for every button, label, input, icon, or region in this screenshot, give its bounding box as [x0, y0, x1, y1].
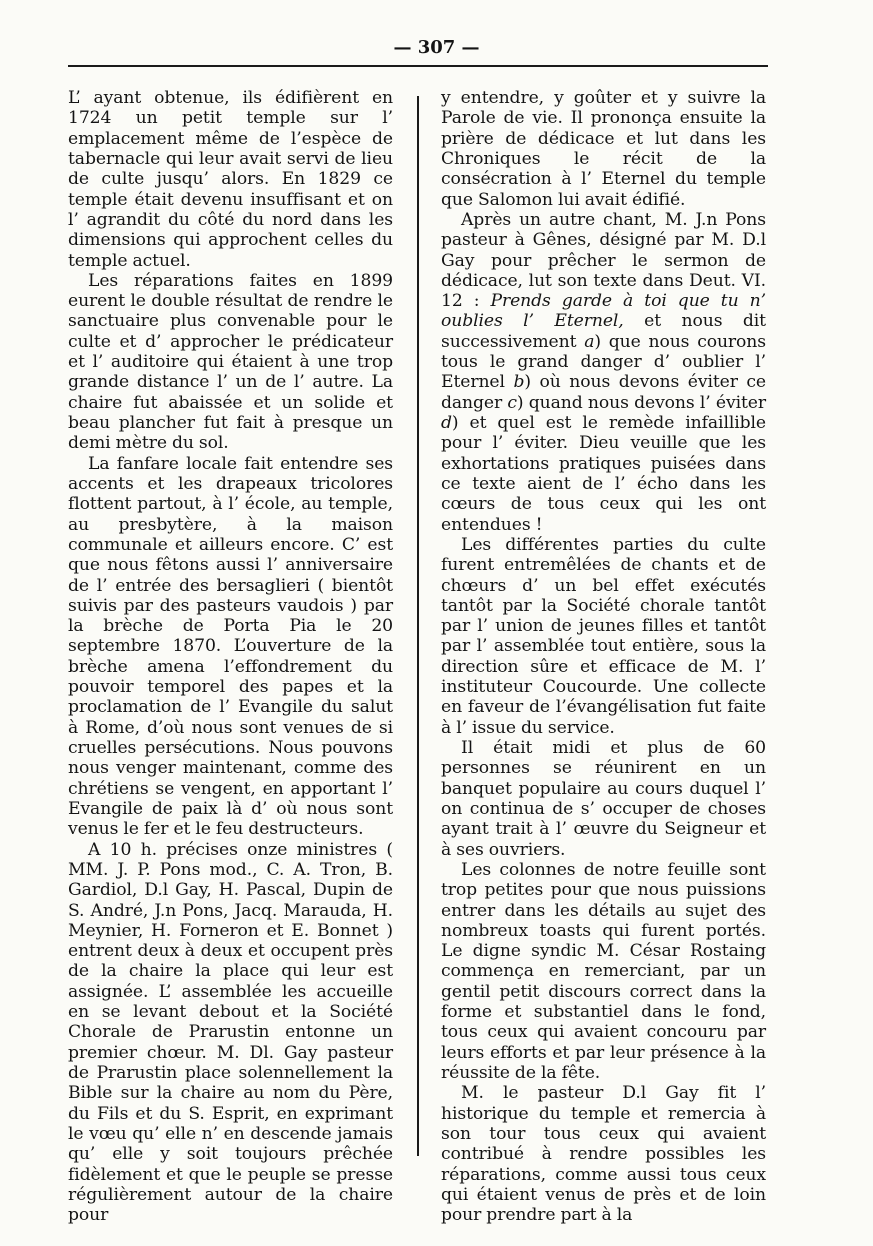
- scripture-quote: Prends garde à toi que tu n’ oublies l’ Eternel,: [441, 291, 766, 332]
- page-number: — 307 —: [393, 37, 480, 58]
- header-rule: [68, 65, 768, 67]
- list-letter: c: [507, 392, 517, 413]
- paragraph: Les réparations faites en 1899 eurent le double résultat de rendre le sanctuaire plus convenable pour le culte et d’ approcher le prédicateur et l’ auditoire qui étaient à une trop grande distance l’ un de l’ autre. La chaire fut abaissée et un solide et beau plancher fut fait à presque un demi mètre du sol.: [68, 270, 393, 454]
- paragraph: L’ ayant obtenue, ils édifièrent en 1724 un petit temple sur l’ emplacement même de l’espèce de tabernacle qui leur avait servi de lieu de culte jusqu’ alors. En 1829 ce temple était devenu insuffisant et on l’ agrandit du côté du nord dans les dimensions qui approchent celles du temple actuel.: [68, 88, 393, 271]
- text-run: Après un autre chant, M. J.n Pons pasteur à Gênes, désigné par M. D.l Gay pour prêcher le sermon de dédicace, lut son texte dans Deut. VI. 12 :: [441, 209, 766, 312]
- paragraph: A 10 h. précises onze ministres ( MM. J. P. Pons mod., C. A. Tron, B. Gardiol, D.l Gay, H. Pascal, Dupin de S. André, J.n Pons, Jacq. Marauda, H. Meynier, H. Forneron et E. Bonnet ) entrent deux à deux et occupent près de la chaire la place qui leur est assignée. L’ assemblée les accueille en se levant debout et la Société Chorale de Prarustin entonne un premier chœur. M. Dl. Gay pasteur de Prarustin place solennellement la Bible sur la chaire au nom du Père, du Fils et du S. Esprit, en exprimant le vœu qu’ elle n’ en descende jamais qu’ elle y soit toujours prêchée fidèlement et que le peuple se presse régulièrement autour de la chaire pour: [68, 839, 393, 1226]
- list-letter: a: [584, 331, 595, 352]
- paragraph: [441, 210, 766, 535]
- text-run: ) que nous courons tous le grand danger d’ oublier l’ Eternel: [441, 331, 766, 393]
- list-letter: b: [513, 372, 525, 393]
- text-run: ) et quel est le remède infaillible pour l’ éviter. Dieu veuille que les exhortations pratiques puisées dans ce texte aient de l’ écho dans les cœurs de tous ceux qui les ont entendues !: [441, 413, 766, 535]
- left-column: [68, 88, 393, 1226]
- paragraph: La fanfare locale fait entendre ses accents et les drapeaux tricolores flottent partout, à l’ école, au temple, au presbytère, à la maison communale et ailleurs encore. C’ est que nous fêtons aussi l’ anniversaire de l’ entrée des bersaglieri ( bientôt suivis par des pasteurs vaudois ) par la brèche de Porta Pia le 20 septembre 1870. L’ouverture de la brèche amena l’effondrement du pouvoir temporel des papes et la proclamation de l’ Evangile du salut à Rome, d’où nous sont venues de si cruelles persécutions. Nous pouvons nous venger maintenant, comme des chrétiens se vengent, en apportant l’ Evangile de paix là d’ où nous sont venus le fer et le feu destructeurs.: [68, 453, 393, 840]
- paragraph: Il était midi et plus de 60 personnes se réunirent en un banquet populaire au cours duquel l’ on continua de s’ occuper de choses ayant trait à l’ œuvre du Seigneur et à ses ouvriers.: [441, 738, 766, 860]
- column-divider: [417, 96, 419, 1156]
- paragraph: y entendre, y goûter et y suivre la Parole de vie. Il prononça ensuite la prière de dédicace et lut dans les Chroniques le récit de la consécration à l’ Eternel du temple que Salomon lui avait édifié.: [441, 88, 766, 210]
- paragraph: M. le pasteur D.l Gay fit l’ historique du temple et remercia à son tour tous ceux qui avaient contribué à rendre possibles les réparations, comme aussi tous ceux qui étaient venus de près et de loin pour prendre part à la: [441, 1083, 766, 1226]
- paragraph: Les colonnes de notre feuille sont trop petites pour que nous puissions entrer dans les détails au sujet des nombreux toasts qui furent portés. Le digne syndic M. César Rostaing commença en remerciant, par un gentil petit discours correct dans la forme et substantiel dans le fond, tous ceux qui avaient concouru par leurs efforts et par leur présence à la réussite de la fête.: [441, 859, 766, 1083]
- text-run: ) quand nous devons l’ éviter: [516, 392, 766, 413]
- list-letter: d: [441, 413, 452, 433]
- right-column: [441, 88, 766, 1226]
- text-run: et nous dit successivement: [441, 311, 766, 352]
- paragraph: Les différentes parties du culte furent entremêlées de chants et de chœurs d’ un bel effet exécutés tantôt par la Société chorale tantôt par l’ union de jeunes filles et tantôt par l’ assemblée tout entière, sous la direction sûre et efficace de M. l’ instituteur Coucourde. Une collecte en faveur de l’évangélisation fut faite à l’ issue du service.: [441, 534, 766, 738]
- text-run: ) où nous devons éviter ce danger: [441, 372, 766, 413]
